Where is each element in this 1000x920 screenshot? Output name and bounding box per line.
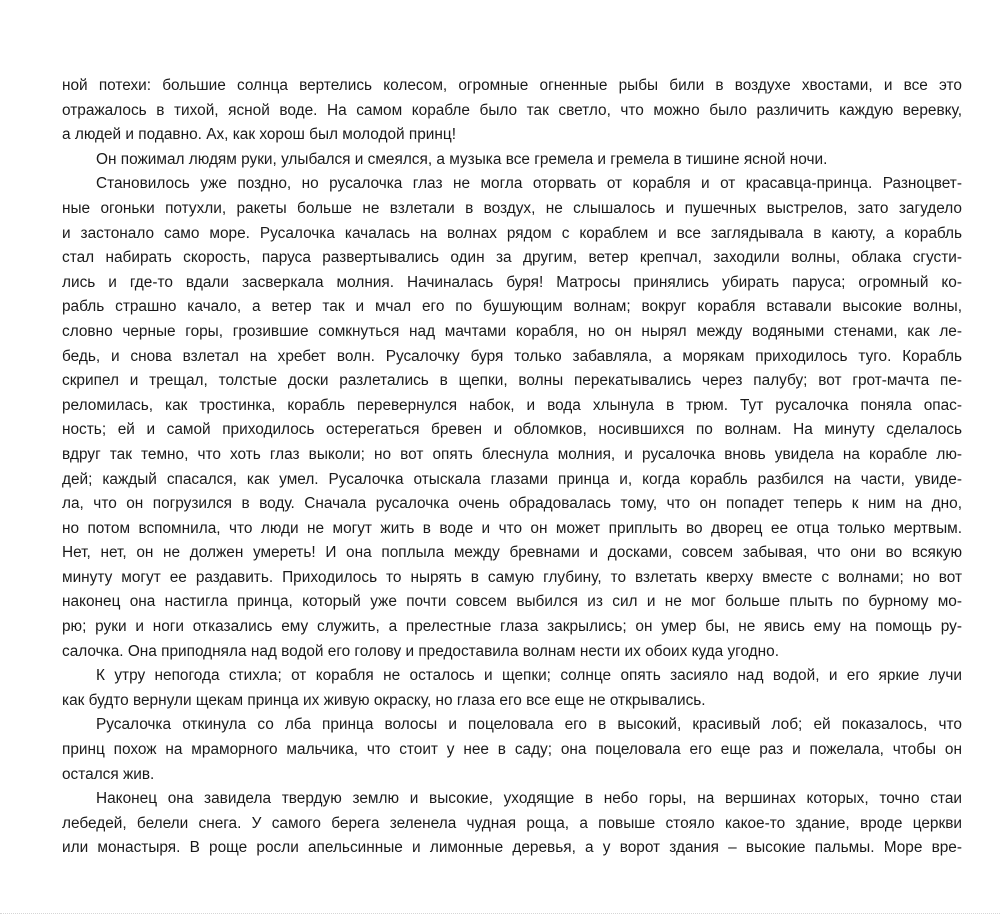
- text-line: словно черные горы, грозившие сомкнуться над мачтами корабля, но он нырял между водяными стенами, как ле-: [62, 322, 962, 340]
- text-line: скрипел и трещал, толстые доски разлетались в щепки, волны перекатывались через палубу; вот грот-мачта пе-: [62, 372, 962, 390]
- text-line: ность; ей и самой приходилось остерегаться бревен и обломков, носившихся по волнам. На минуту сделалось: [62, 421, 962, 439]
- text-line: бедь, и снова взлетал на хребет волн. Русалочку буря только забавляла, а морякам приходилось туго. Корабль: [62, 347, 962, 365]
- text-line: минуту могут ее раздавить. Приходилось то нырять в самую глубину, то взлетать кверху вместе с волнами; но вот: [62, 568, 962, 586]
- text-line: ной потехи: большие солнца вертелись колесом, огромные огненные рыбы били в воздухе хвостами, и все это: [62, 77, 962, 94]
- text-line: Нет, нет, он не должен умереть! И она поплыла между бревнами и досками, совсем забывая, что они во всякую: [62, 544, 962, 562]
- text-line: как будто вернули щекам принца их живую окраску, но глаза его все еще не открывались.: [62, 691, 706, 709]
- text-line: К утру непогода стихла; от корабля не осталось и щепки; солнце опять засияло над водой, и его яркие лучи: [96, 667, 962, 685]
- text-line: принц похож на мраморного мальчика, что стоит у нее в саду; она поцеловала его еще раз и пожелала, чтобы он: [62, 741, 962, 759]
- text-line: или монастыря. В роще росли апельсинные и лимонные деревья, а у ворот здания – высокие пальмы. Море вре-: [62, 839, 962, 857]
- text-line: Он пожимал людям руки, улыбался и смеялся, а музыка все гремела и гремела в тишине ясной ночи.: [96, 150, 828, 168]
- text-line: Наконец она завидела твердую землю и высокие, уходящие в небо горы, на вершинах которых, точно стаи: [96, 790, 962, 808]
- text-line: рю; руки и ноги отказались ему служить, а прелестные глаза закрылись; он умер бы, не явись ему на помощь ру-: [62, 618, 962, 636]
- text-line: остался жив.: [62, 765, 155, 783]
- story-text: [62, 74, 962, 861]
- text-line: рабль страшно качало, а ветер так и мчал его по бушующим волнам; вокруг корабля вставали высокие волны,: [62, 298, 962, 316]
- text-line: отражалось в тихой, ясной воде. На самом корабле было так светло, что можно было различить каждую веревку,: [62, 101, 962, 119]
- text-line: но потом вспомнила, что люди не могут жить в воде и что он может приплыть во дворец ее отца только мертвым.: [62, 519, 962, 537]
- text-line: ла, что он погрузился в воду. Сначала русалочка очень обрадовалась тому, что он попадет теперь к ним на дно,: [62, 495, 962, 513]
- text-line: реломилась, как тростинка, корабль перевернулся набок, и вода хлынула в трюм. Тут русалочка поняла опас-: [62, 396, 962, 414]
- text-line: наконец она настигла принца, который уже почти совсем выбился из сил и не мог больше плыть по бурному мо-: [62, 593, 962, 611]
- page-bottom-divider: [0, 913, 1000, 914]
- text-line: и застонало само море. Русалочка качалась на волнах рядом с кораблем и все заглядывала в каюту, а корабль: [62, 224, 962, 242]
- text-line: салочка. Она приподняла над водой его голову и предоставила волнам нести их обоих куда угодно.: [62, 642, 779, 660]
- text-line: лись и где-то вдали засверкала молния. Начиналась буря! Матросы принялись убирать паруса; огромный ко-: [62, 273, 962, 291]
- text-line: Становилось уже поздно, но русалочка глаз не могла оторвать от корабля и от красавца-принца. Разноцвет-: [96, 175, 962, 193]
- text-line: ные огоньки потухли, ракеты больше не взлетали в воздух, не слышалось и пушечных выстрелов, зато загудело: [62, 199, 962, 217]
- text-line: Русалочка откинула со лба принца волосы и поцеловала его в высокий, красивый лоб; ей показалось, что: [96, 716, 962, 734]
- text-line: а людей и подавно. Ах, как хорош был молодой принц!: [62, 126, 456, 144]
- text-line: лебедей, белели снега. У самого берега зеленела чудная роща, а повыше стояло какое-то здание, вроде церкви: [62, 814, 962, 832]
- text-line: дей; каждый спасался, как умел. Русалочка отыскала глазами принца и, когда корабль разбился на части, увиде-: [62, 470, 962, 488]
- text-line: вдруг так темно, что хоть глаз выколи; но вот опять блеснула молния, и русалочка вновь увидела на корабле лю-: [62, 445, 962, 463]
- text-line: стал набирать скорость, паруса развертывались один за другим, ветер крепчал, заходили волны, облака сгусти-: [62, 249, 962, 267]
